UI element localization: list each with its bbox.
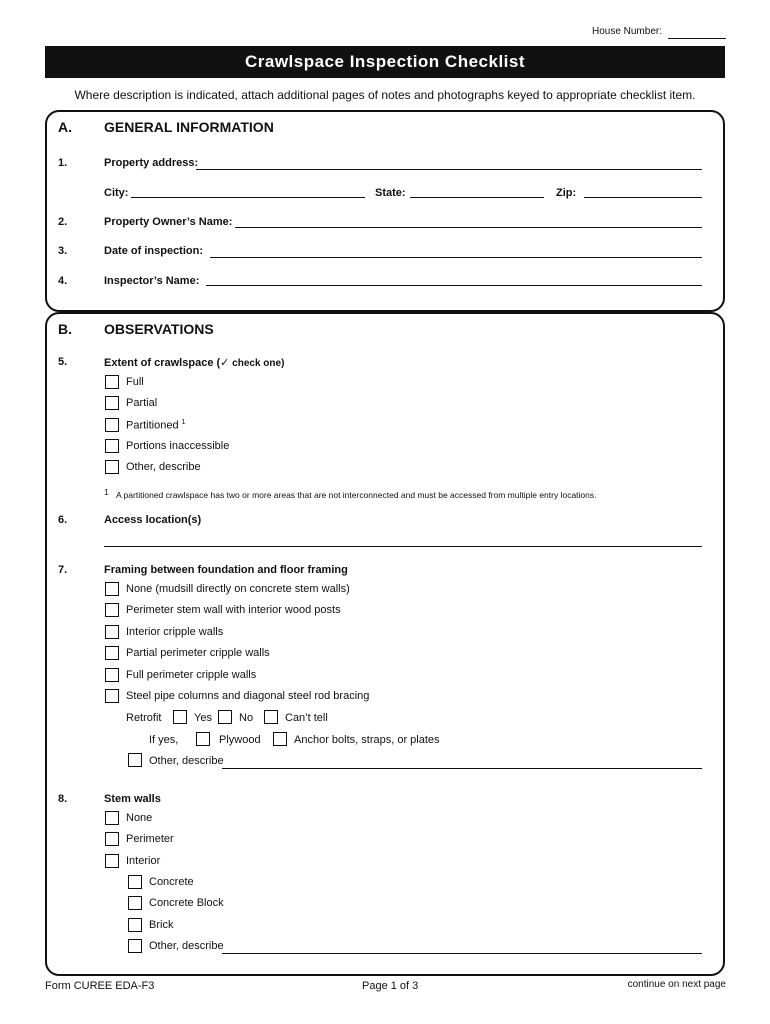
option-partial-perimeter-cripple: Partial perimeter cripple walls xyxy=(126,647,270,659)
property-address-label: Property address: xyxy=(104,157,199,169)
option-stem-interior: Interior xyxy=(126,855,161,867)
checkbox-plywood[interactable] xyxy=(196,732,210,746)
checkbox-retrofit-cant-tell[interactable] xyxy=(264,710,278,724)
checkbox-perimeter-stem-wall[interactable] xyxy=(105,603,119,617)
inspection-date-field[interactable] xyxy=(210,257,702,258)
section-a-title: GENERAL INFORMATION xyxy=(104,119,274,135)
checkbox-stem-perimeter[interactable] xyxy=(105,832,119,846)
q2-number: 2. xyxy=(58,216,68,228)
footnote-ref: 1 xyxy=(181,419,186,426)
option-plywood: Plywood xyxy=(219,734,261,746)
checkbox-full[interactable] xyxy=(105,375,119,389)
checkbox-partial[interactable] xyxy=(105,396,119,410)
continue-note: continue on next page xyxy=(627,979,726,990)
checkbox-anchor-bolts[interactable] xyxy=(273,732,287,746)
option-full-perimeter-cripple: Full perimeter cripple walls xyxy=(126,669,257,681)
option-framing-other: Other, describe xyxy=(149,755,224,767)
city-label: City: xyxy=(104,187,129,199)
crawlspace-extent-text: Extent of crawlspace ( xyxy=(104,357,221,369)
stem-walls-label: Stem walls xyxy=(104,793,161,805)
option-retrofit-cant-tell: Can’t tell xyxy=(285,712,328,724)
section-a-letter: A. xyxy=(58,119,72,135)
page-title: Crawlspace Inspection Checklist xyxy=(45,46,725,78)
form-id: Form CUREE EDA-F3 xyxy=(45,980,155,992)
option-steel-pipe-columns: Steel pipe columns and diagonal steel rod bracing xyxy=(126,690,370,702)
checkbox-concrete-block[interactable] xyxy=(128,896,142,910)
option-interior-cripple-walls: Interior cripple walls xyxy=(126,626,224,638)
retrofit-label: Retrofit xyxy=(126,712,162,724)
option-other-extent: Other, describe xyxy=(126,461,201,473)
checkbox-concrete[interactable] xyxy=(128,875,142,889)
section-b-letter: B. xyxy=(58,321,72,337)
option-perimeter-stem-wall: Perimeter stem wall with interior wood posts xyxy=(126,604,341,616)
state-label: State: xyxy=(375,187,406,199)
option-anchor-bolts: Anchor bolts, straps, or plates xyxy=(294,734,440,746)
option-partial: Partial xyxy=(126,397,158,409)
section-b-title: OBSERVATIONS xyxy=(104,321,214,337)
framing-label: Framing between foundation and floor framing xyxy=(104,564,348,576)
option-full: Full xyxy=(126,376,144,388)
house-number-field[interactable] xyxy=(668,38,726,39)
option-stem-other: Other, describe xyxy=(149,940,224,952)
checkbox-stem-interior[interactable] xyxy=(105,854,119,868)
state-field[interactable] xyxy=(410,197,544,198)
property-address-field[interactable] xyxy=(196,169,702,170)
option-retrofit-yes: Yes xyxy=(194,712,212,724)
checkbox-other-extent[interactable] xyxy=(105,460,119,474)
checkbox-partial-perimeter-cripple[interactable] xyxy=(105,646,119,660)
checkbox-full-perimeter-cripple[interactable] xyxy=(105,668,119,682)
inspector-name-label: Inspector’s Name: xyxy=(104,275,200,287)
q5-number: 5. xyxy=(58,356,68,368)
checkbox-interior-cripple-walls[interactable] xyxy=(105,625,119,639)
q8-number: 8. xyxy=(58,793,68,805)
instructions-text: Where description is indicated, attach additional pages of notes and photographs keyed to appropriate checklist item. xyxy=(74,88,696,102)
zip-label: Zip: xyxy=(556,187,577,199)
if-yes-label: If yes, xyxy=(149,734,179,746)
checkbox-portions-inaccessible[interactable] xyxy=(105,439,119,453)
check-one-text: check one) xyxy=(229,358,285,369)
checkmark-icon: ✓ xyxy=(220,357,230,369)
checkbox-framing-other[interactable] xyxy=(128,753,142,767)
option-partitioned xyxy=(126,419,186,432)
q7-number: 7. xyxy=(58,564,68,576)
framing-other-field[interactable] xyxy=(222,768,702,769)
option-portions-inaccessible: Portions inaccessible xyxy=(126,440,230,452)
footnote-text: A partitioned crawlspace has two or more areas that are not interconnected and must be accessed from multiple entry locations. xyxy=(116,490,597,500)
checkbox-retrofit-yes[interactable] xyxy=(173,710,187,724)
inspector-name-field[interactable] xyxy=(206,285,702,286)
option-brick: Brick xyxy=(149,919,174,931)
city-field[interactable] xyxy=(131,197,365,198)
inspection-date-label: Date of inspection: xyxy=(104,245,204,257)
option-stem-none: None xyxy=(126,812,153,824)
checkbox-stem-other[interactable] xyxy=(128,939,142,953)
option-retrofit-no: No xyxy=(239,712,254,724)
q3-number: 3. xyxy=(58,245,68,257)
option-partitioned-text: Partitioned xyxy=(126,419,179,432)
checkbox-partitioned[interactable] xyxy=(105,418,119,432)
option-concrete-block: Concrete Block xyxy=(149,897,224,909)
checkbox-brick[interactable] xyxy=(128,918,142,932)
house-number-label: House Number: xyxy=(591,26,662,37)
checkbox-steel-pipe-columns[interactable] xyxy=(105,689,119,703)
q1-number: 1. xyxy=(58,157,68,169)
stem-other-field[interactable] xyxy=(222,953,702,954)
footnote-number: 1 xyxy=(104,487,109,497)
option-framing-none: None (mudsill directly on concrete stem walls) xyxy=(126,583,350,595)
owner-name-label: Property Owner’s Name: xyxy=(104,216,233,228)
checkbox-framing-none[interactable] xyxy=(105,582,119,596)
zip-field[interactable] xyxy=(584,197,702,198)
access-location-field[interactable] xyxy=(104,546,702,547)
page-number: Page 1 of 3 xyxy=(362,980,419,992)
crawlspace-extent-label xyxy=(104,356,284,369)
checkbox-stem-none[interactable] xyxy=(105,811,119,825)
checkbox-retrofit-no[interactable] xyxy=(218,710,232,724)
option-concrete: Concrete xyxy=(149,876,194,888)
option-stem-perimeter: Perimeter xyxy=(126,833,174,845)
q4-number: 4. xyxy=(58,275,68,287)
access-location-label: Access location(s) xyxy=(104,514,202,526)
q6-number: 6. xyxy=(58,514,68,526)
owner-name-field[interactable] xyxy=(235,227,702,228)
section-observations xyxy=(45,312,725,976)
